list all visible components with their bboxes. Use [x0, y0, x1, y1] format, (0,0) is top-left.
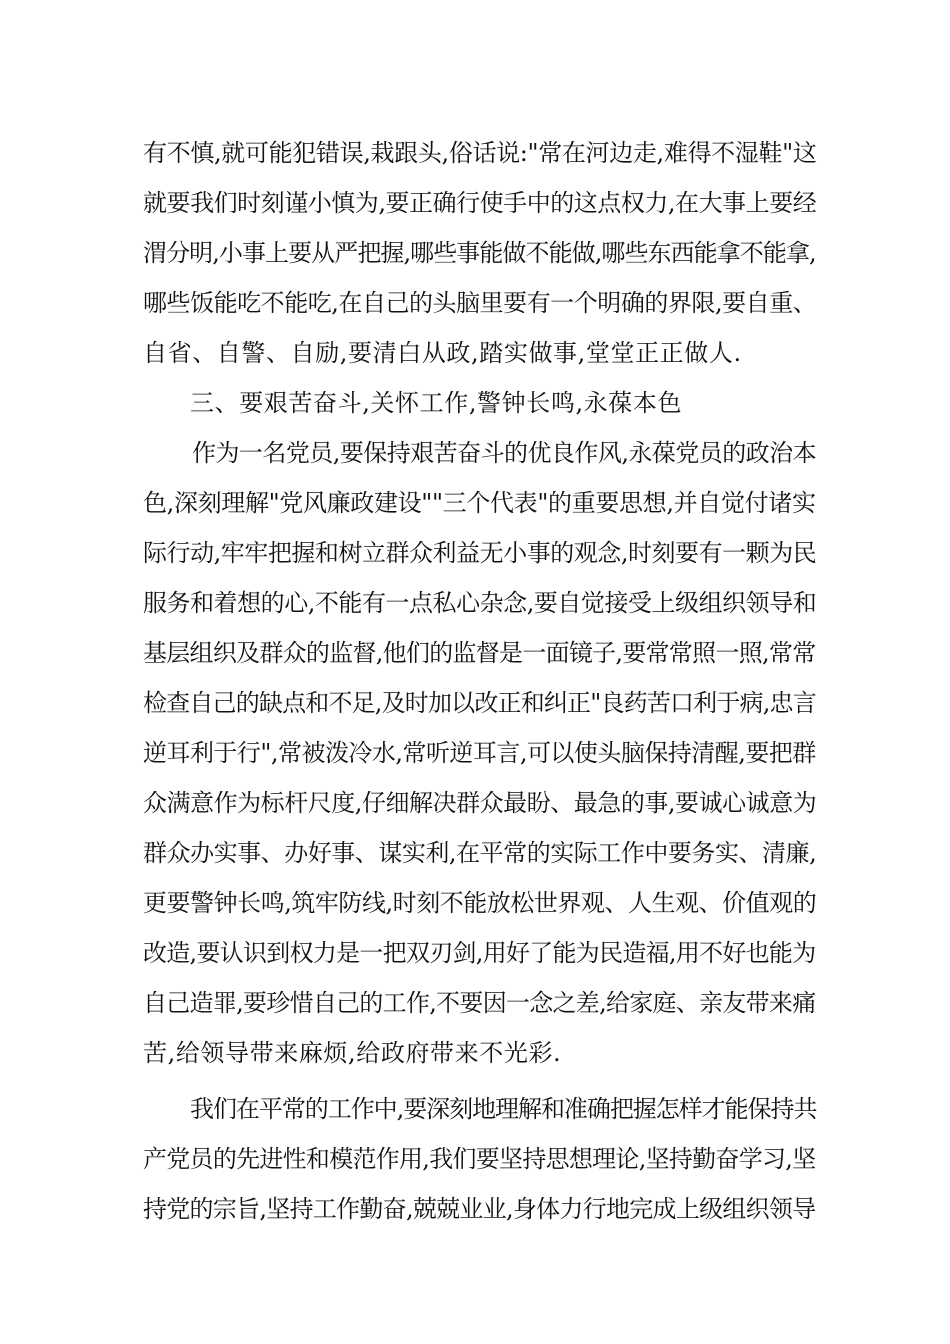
text-line: 逆耳利于行",常被泼冷水,常听逆耳言,可以使头脑保持清醒,要把群 [143, 739, 816, 767]
text-line: 群众办实事、办好事、谋实利,在平常的实际工作中要务实、清廉, [143, 839, 817, 867]
text-line: 作为一名党员,要保持艰苦奋斗的优良作风,永葆党员的政治本 [192, 439, 817, 467]
text-line: 持党的宗旨,坚持工作勤奋,兢兢业业,身体力行地完成上级组织领导 [143, 1195, 816, 1223]
text-line: 基层组织及群众的监督,他们的监督是一面镜子,要常常照一照,常常 [143, 639, 816, 667]
text-line: 就要我们时刻谨小慎为,要正确行使手中的这点权力,在大事上要经 [143, 189, 817, 217]
text-line: 苦,给领导带来麻烦,给政府带来不光彩. [143, 1039, 562, 1067]
section-heading: 三、要艰苦奋斗,关怀工作,警钟长鸣,永葆本色 [190, 389, 683, 417]
text-line: 产党员的先进性和模范作用,我们要坚持思想理论,坚持勤奋学习,坚 [143, 1145, 816, 1173]
text-line: 我们在平常的工作中,要深刻地理解和准确把握怎样才能保持共 [190, 1095, 817, 1123]
text-line: 际行动,牢牢把握和树立群众利益无小事的观念,时刻要有一颗为民 [143, 539, 817, 567]
text-line: 色,深刻理解"党风廉政建设""三个代表"的重要思想,并自觉付诸实 [143, 489, 816, 517]
text-line: 自己造罪,要珍惜自己的工作,不要因一念之差,给家庭、亲友带来痛 [143, 989, 816, 1017]
text-line: 渭分明,小事上要从严把握,哪些事能做不能做,哪些东西能拿不能拿, [143, 239, 816, 267]
text-line: 有不慎,就可能犯错误,栽跟头,俗话说:"常在河边走,难得不湿鞋"这 [143, 139, 817, 167]
text-line: 哪些饭能吃不能吃,在自己的头脑里要有一个明确的界限,要自重、 [143, 289, 817, 317]
text-line: 改造,要认识到权力是一把双刃剑,用好了能为民造福,用不好也能为 [143, 939, 816, 967]
text-line: 检查自己的缺点和不足,及时加以改正和纠正"良药苦口利于病,忠言 [143, 689, 816, 717]
text-line: 自省、自警、自励,要清白从政,踏实做事,堂堂正正做人. [143, 339, 742, 367]
text-line: 服务和着想的心,不能有一点私心杂念,要自觉接受上级组织领导和 [143, 589, 817, 617]
text-line: 众满意作为标杆尺度,仔细解决群众最盼、最急的事,要诚心诚意为 [143, 789, 817, 817]
text-line: 更要警钟长鸣,筑牢防线,时刻不能放松世界观、人生观、价值观的 [143, 889, 817, 917]
